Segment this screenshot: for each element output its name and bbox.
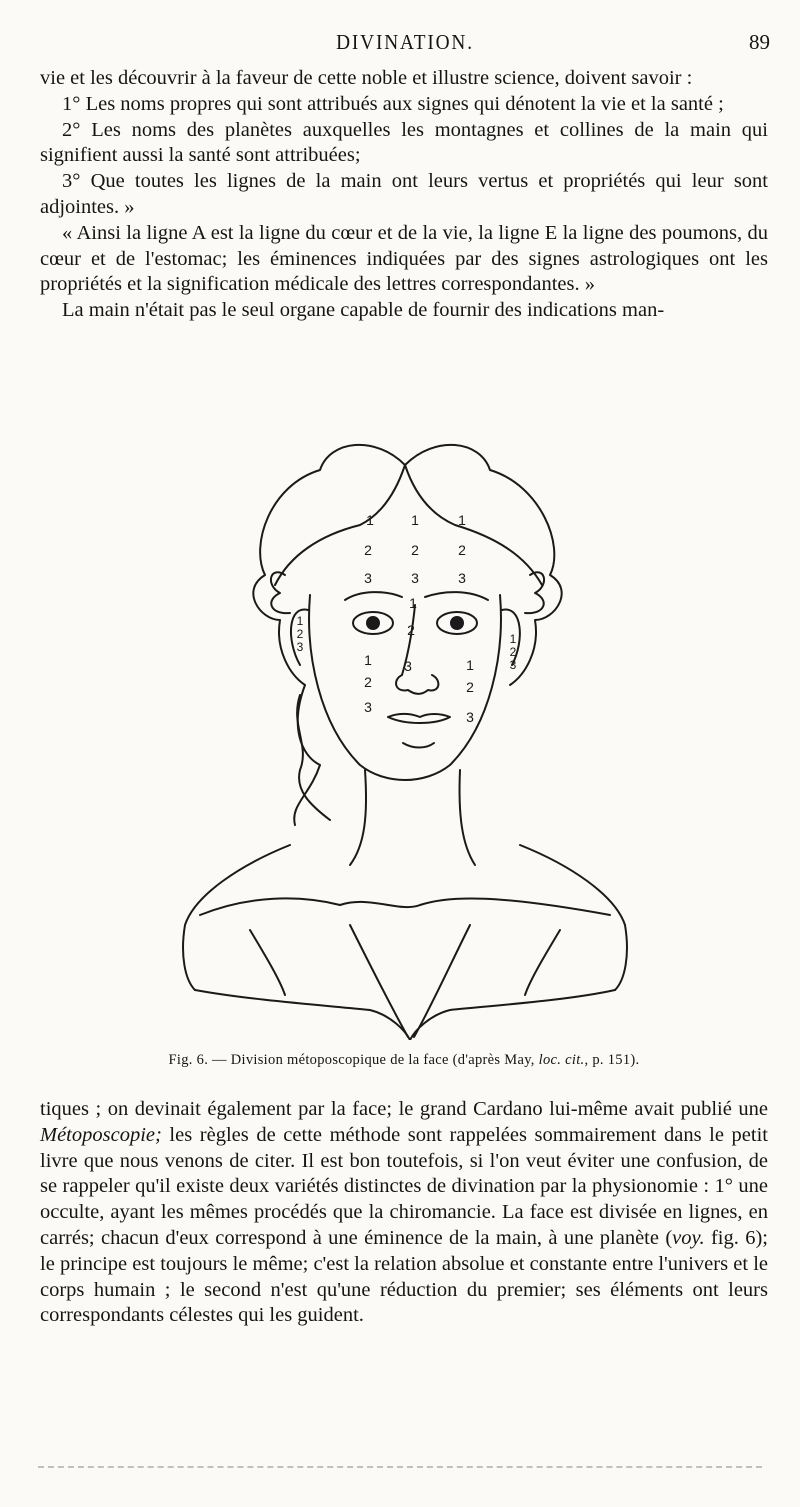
face-drawing [170, 425, 640, 1040]
running-title: DIVINATION. [336, 30, 474, 54]
figure-face-illustration [170, 425, 640, 1040]
zone-number: 3 [466, 709, 474, 725]
zone-number: 1 [509, 632, 517, 646]
neck [350, 770, 366, 865]
shoulders [183, 845, 290, 990]
zone-number: 1 [458, 512, 466, 528]
zone-number: 2 [364, 674, 372, 690]
chin [403, 743, 434, 748]
zone-number: 1 [296, 614, 304, 628]
zone-number: 3 [296, 640, 304, 654]
dress-fold [525, 930, 560, 995]
paragraph: La main n'était pas le seul organe capable de fournir des indications man- [62, 299, 665, 322]
text-block-bottom [40, 1097, 768, 1329]
zone-number: 2 [466, 679, 474, 695]
paragraph: 3° Que toutes les lignes de la main ont leurs vertus et propriétés qui leur sont adjointes. » [40, 170, 768, 218]
paragraph: 2° Les noms des planètes auxquelles les montagnes et collines de la main qui signifient aussi la santé sont attribuées; [40, 118, 768, 167]
zone-number: 3 [364, 699, 372, 715]
nose [396, 605, 438, 694]
paragraph [40, 1097, 768, 1329]
figure-caption [40, 1052, 768, 1069]
dress-fold [414, 925, 470, 1037]
zone-number: 2 [407, 622, 415, 638]
zone-number: 2 [458, 542, 466, 558]
zone-number: 3 [364, 570, 372, 586]
hair-outline [253, 445, 405, 825]
dress-fold [350, 925, 408, 1037]
text-run: les règles de cette méthode sont rappelées sommairement dans le petit livre que nous venons de citer. Il est bon toutefois, si l'on veut éviter une confusion, de se rappeler qu'il existe deux variétés distinctes de divination par la physionomie : 1° une occulte, ayant les mêmes procédés que la chiromancie. La face est divisée en lignes, en carrés; chacun d'eux correspond à une éminence de la main, à une planète ( [40, 1123, 768, 1249]
hair-wave [271, 572, 290, 613]
text-run: tiques ; on devinait également par la face; le grand Cardano lui-même avait publié une [40, 1098, 768, 1120]
zone-number: 1 [364, 652, 372, 668]
zone-number: 2 [296, 627, 304, 641]
text-italic: Métoposcopie; [40, 1123, 162, 1146]
zone-number: 2 [509, 645, 517, 659]
hair-outline [405, 445, 562, 685]
zone-number: 2 [411, 542, 419, 558]
zone-number: 1 [366, 512, 374, 528]
zone-number: 1 [411, 512, 419, 528]
hair-wave [405, 465, 542, 585]
zone-number: 1 [466, 657, 474, 673]
zone-number: 3 [404, 658, 412, 674]
zone-number: 3 [458, 570, 466, 586]
caption-italic: loc. cit. [538, 1052, 585, 1068]
text-italic: voy. [672, 1226, 705, 1249]
brow-left [345, 592, 402, 600]
page-number: 89 [749, 30, 770, 54]
dress-fold [250, 930, 285, 995]
shoulders [520, 845, 627, 990]
paragraph: « Ainsi la ligne A est la ligne du cœur et de la vie, la ligne E la ligne des poumons, du cœur et de l'estomac; les éminences indiquées par des signes astrologiques ont les propriétés et la signification médicale des lettres correspondantes. » [40, 221, 768, 296]
paragraph: vie et les découvrir à la faveur de cette noble et illustre science, doivent savoir : [40, 67, 693, 89]
hair-wave [525, 572, 544, 613]
zone-number: 2 [364, 542, 372, 558]
page-header [40, 30, 770, 60]
caption-suffix: , p. 151). [584, 1052, 640, 1068]
zone-number: 3 [411, 570, 419, 586]
neck [460, 770, 475, 865]
text-block-top [40, 66, 768, 324]
neckline [200, 898, 610, 915]
text-run: fig. 6); le principe est toujours le même; c'est la relation absolue et constante entre l'univers et le corps humain ; le second n'est qu'une réduction du premier; ses éléments ont leurs correspondants célestes qui les guident. [40, 1226, 768, 1327]
caption-prefix: Fig. 6. — Division métoposcopique de la face (d'après May, [168, 1052, 539, 1068]
zone-number: 1 [409, 595, 417, 611]
zone-number: 3 [509, 658, 517, 672]
footer-rule [38, 1466, 762, 1468]
paragraph: 1° Les noms propres qui sont attribués aux signes qui dénotent la vie et la santé ; [62, 92, 724, 115]
hair-strand [297, 695, 330, 820]
brow-right [425, 592, 488, 600]
mouth [388, 714, 450, 723]
